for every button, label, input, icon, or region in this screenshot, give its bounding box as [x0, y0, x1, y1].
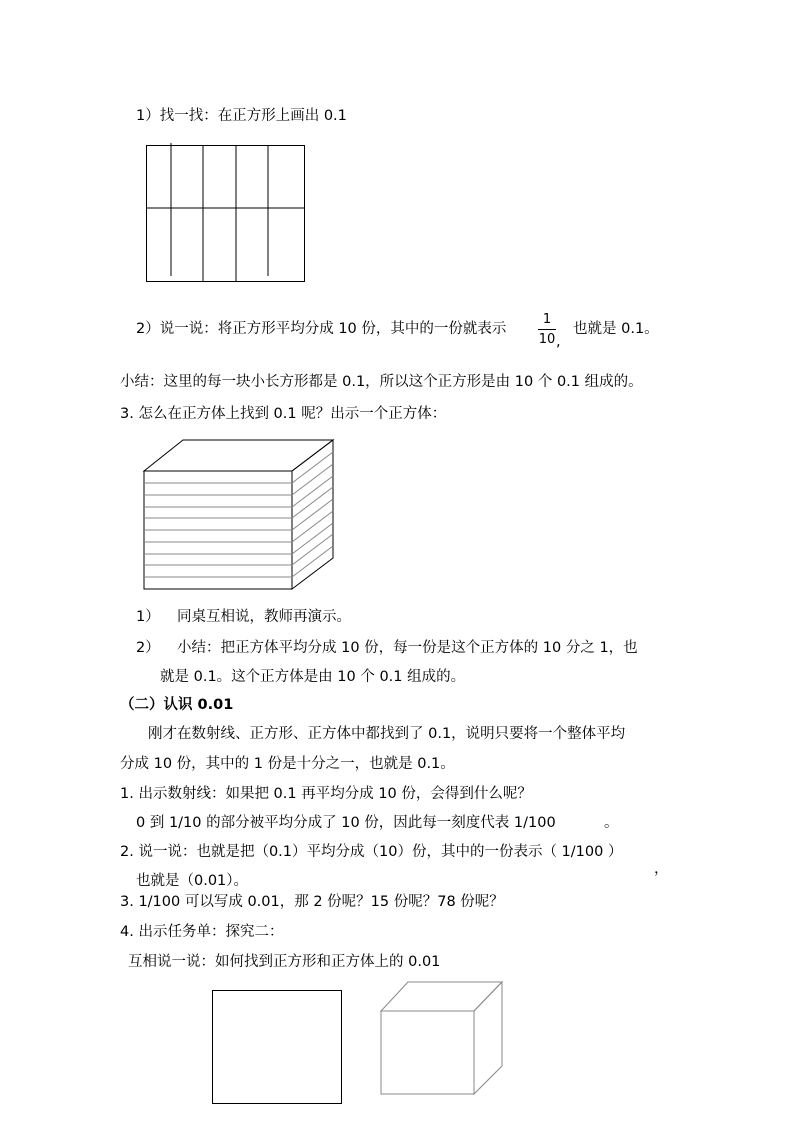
question-2-text: 2. 说一说：也就是把（0.1）平均分成（10）份，其中的一份表示（ 1/100 ）: [120, 844, 623, 860]
question-2-comma: ，: [654, 861, 669, 877]
fraction-numerator: 1: [542, 312, 552, 327]
question-1-answer: 0 到 1/10 的部分被平均分成了 10 份，因此每一刻度代表 1/100: [136, 815, 556, 831]
sub-item-1-number: 1）: [136, 609, 160, 625]
summary-text: 小结：这里的每一块小长方形都是 0.1，所以这个正方形是由 10 个 0.1 组成的。: [120, 374, 643, 390]
question-3-text: 3. 1/100 可以写成 0.01，那 2 份呢？15 份呢？78 份呢？: [120, 894, 504, 910]
square-ten-parts-figure: [146, 145, 306, 283]
fraction-bar: [538, 329, 556, 330]
paragraph-line-1: 刚才在数射线、正方形、正方体中都找到了 0.1，说明只要将一个整体平均: [148, 726, 626, 742]
question-1-text: 1. 出示数射线：如果把 0.1 再平均分成 10 份，会得到什么呢？: [120, 786, 532, 802]
question-2-text-cont: 也就是（0.01）。: [136, 873, 249, 889]
sub-item-2-text: 小结：把正方体平均分成 10 份，每一份是这个正方体的 10 分之 1，也: [177, 640, 638, 656]
step-2-text-end: 也就是 0.1。: [573, 321, 659, 337]
step-2-text: 2）说一说：将正方形平均分成 10 份，其中的一份就表示: [136, 321, 507, 337]
empty-cube-figure: [380, 980, 504, 1096]
paragraph-line-2: 分成 10 份，其中的 1 份是十分之一，也就是 0.1。: [120, 756, 455, 772]
fraction-comma: ,: [556, 334, 561, 350]
sub-item-1-text: 同桌互相说，教师再演示。: [177, 609, 351, 625]
sub-item-2-text-cont: 就是 0.1。这个正方体是由 10 个 0.1 组成的。: [160, 669, 466, 685]
fraction-denominator: 10: [538, 332, 556, 347]
item-3-text: 3. 怎么在正方体上找到 0.1 呢？出示一个正方体：: [120, 406, 447, 422]
step-1-text: 1）找一找：在正方形上画出 0.1: [136, 108, 347, 124]
sub-item-2-number: 2）: [136, 640, 160, 656]
question-1-answer-end: 。: [604, 815, 619, 831]
cube-ten-layers-figure: [143, 438, 335, 592]
section-heading: （二）认识 0.01: [120, 697, 234, 713]
question-4-text: 4. 出示任务单：探究二：: [120, 924, 284, 940]
question-5-text: 互相说一说：如何找到正方形和正方体上的 0.01: [128, 954, 441, 970]
empty-square-figure: [212, 990, 343, 1105]
